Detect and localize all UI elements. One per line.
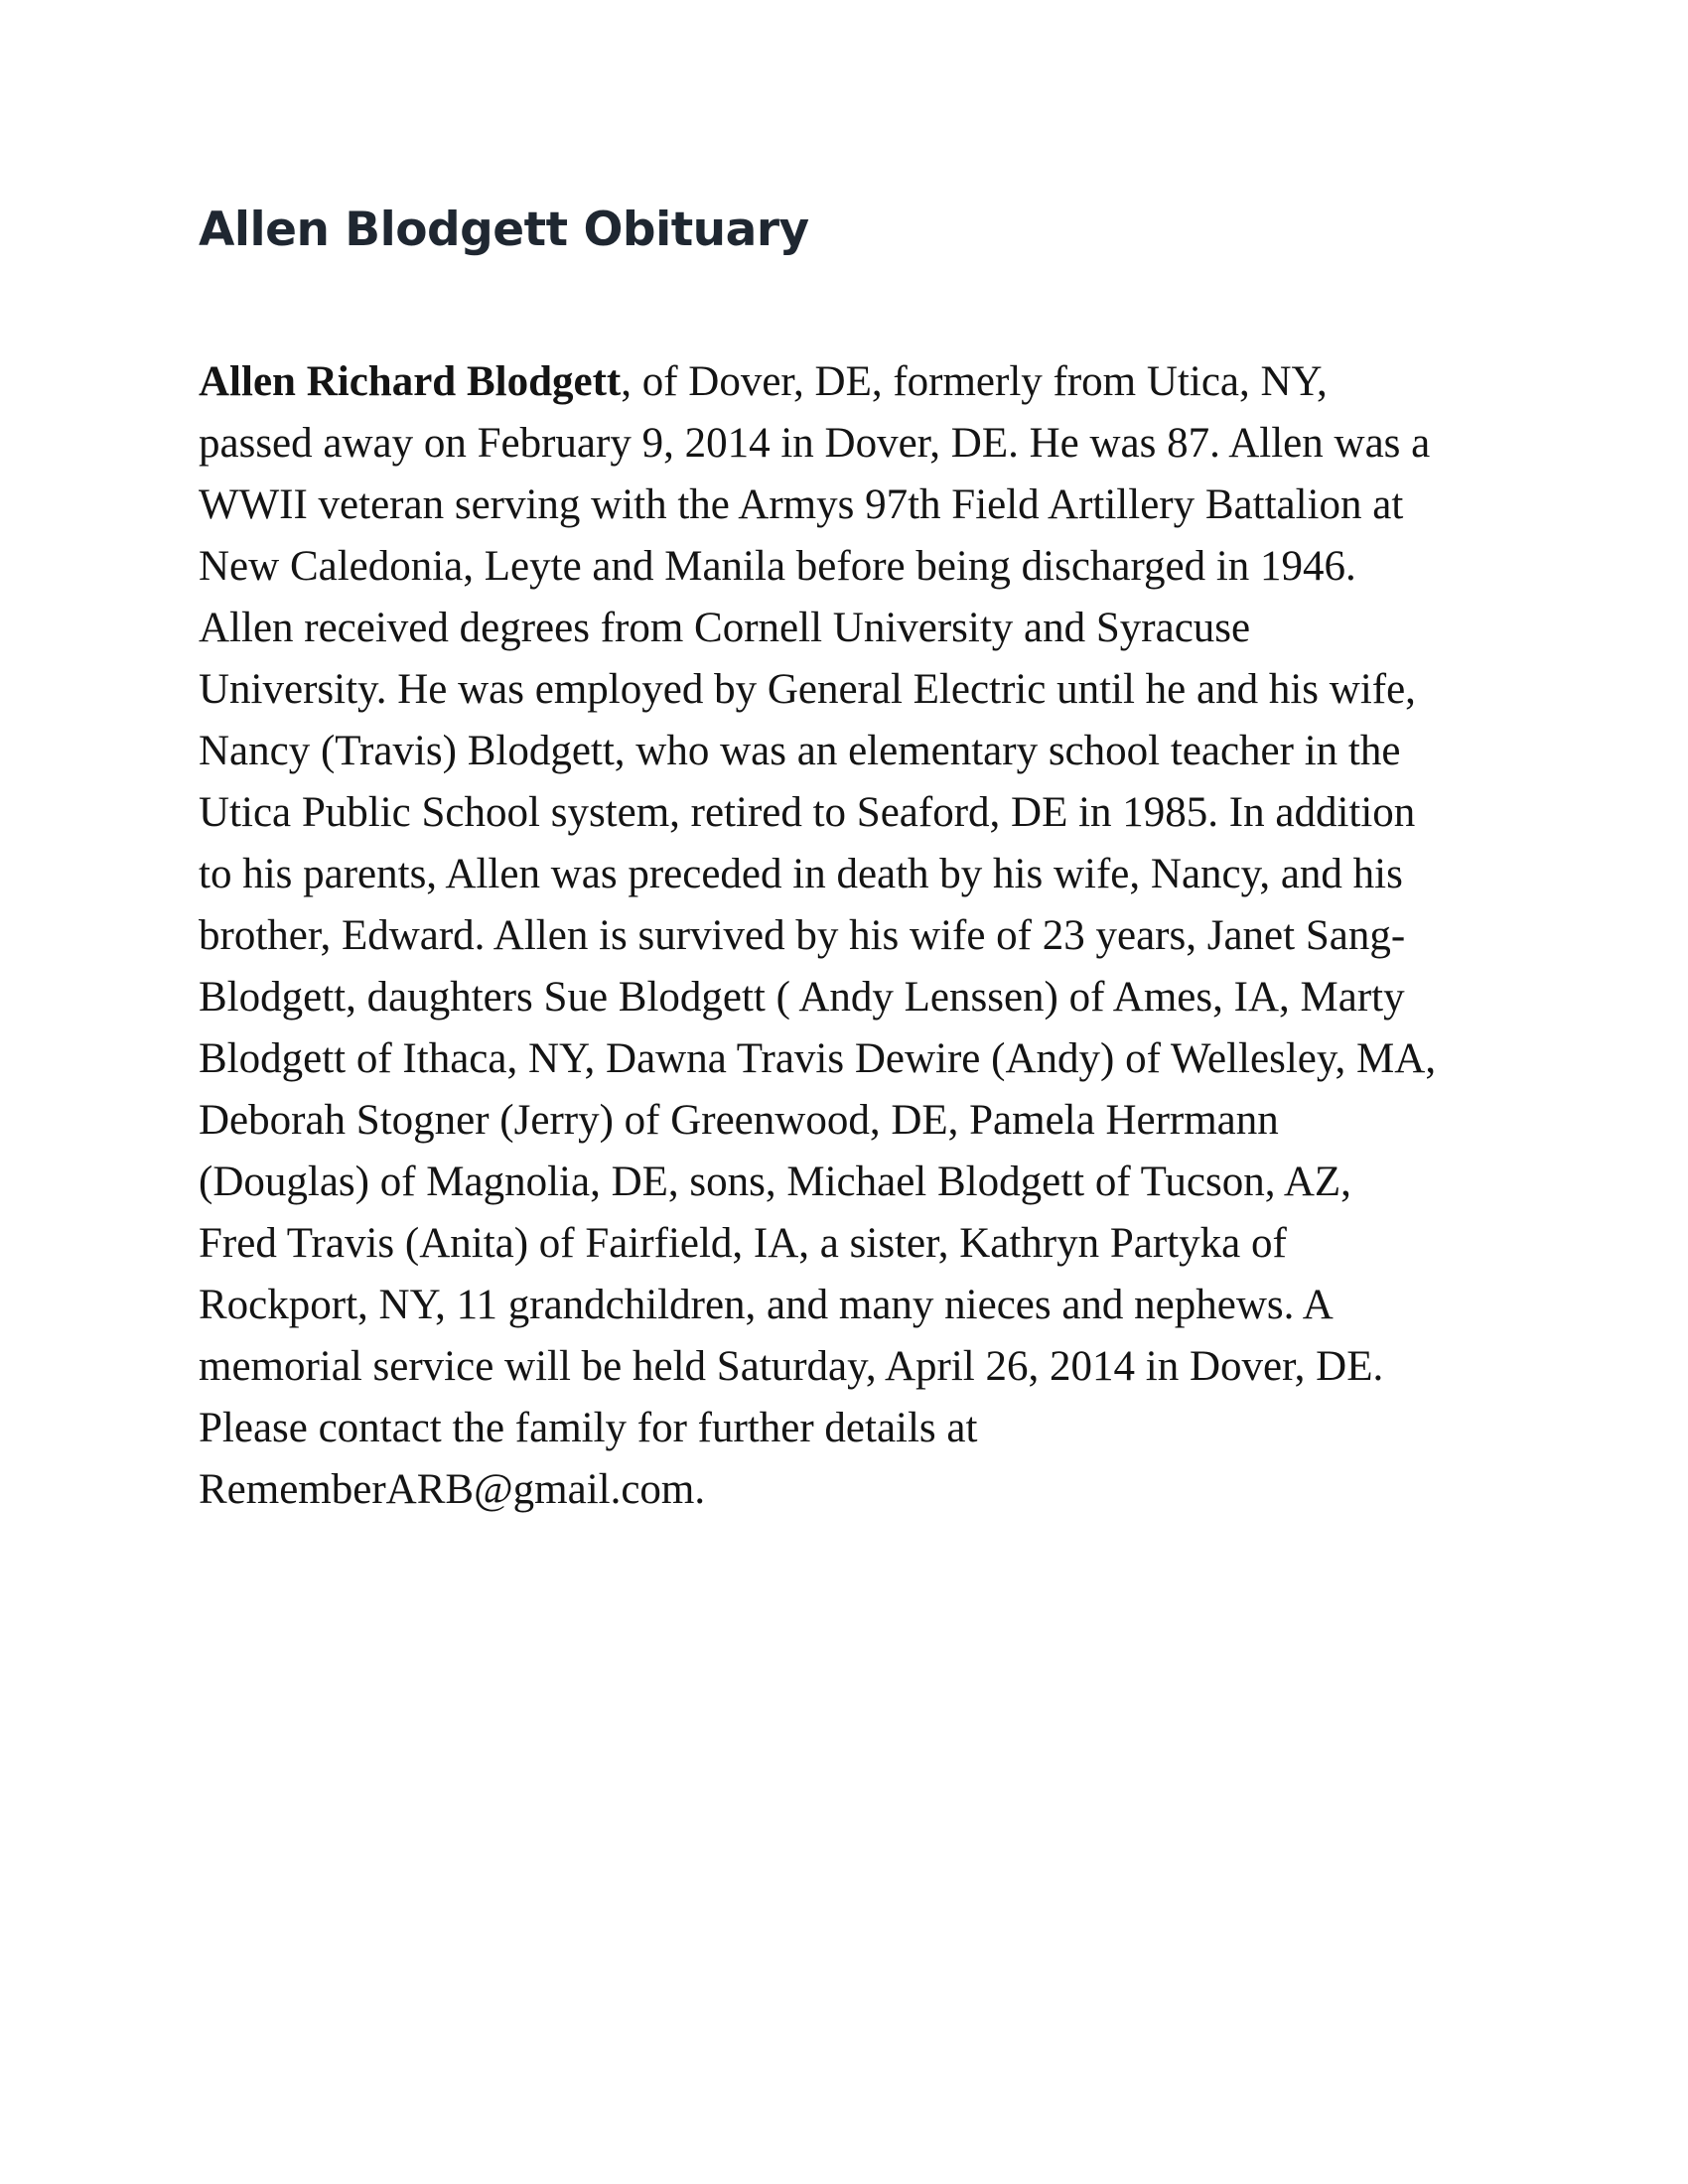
body-line: to his parents, Allen was preceded in death by his wife, Nancy, and his bbox=[199, 851, 1403, 897]
body-line: Allen received degrees from Cornell University and Syracuse bbox=[199, 605, 1251, 651]
first-line-rest: , of Dover, DE, formerly from Utica, NY, bbox=[621, 358, 1328, 405]
deceased-name: Allen Richard Blodgett bbox=[199, 358, 622, 405]
body-line-1 bbox=[199, 351, 1436, 413]
body-line: Please contact the family for further details at bbox=[199, 1405, 978, 1451]
body-line: (Douglas) of Magnolia, DE, sons, Michael Blodgett of Tucson, AZ, bbox=[199, 1159, 1351, 1205]
body-line: Blodgett, daughters Sue Blodgett ( Andy Lenssen) of Ames, IA, Marty bbox=[199, 974, 1405, 1021]
body-line: Nancy (Travis) Blodgett, who was an elementary school teacher in the bbox=[199, 728, 1401, 774]
body-line: memorial service will be held Saturday, April 26, 2014 in Dover, DE. bbox=[199, 1343, 1384, 1390]
body-line: Deborah Stogner (Jerry) of Greenwood, DE, Pamela Herrmann bbox=[199, 1097, 1279, 1144]
body-line: Rockport, NY, 11 grandchildren, and many nieces and nephews. A bbox=[199, 1282, 1334, 1328]
obituary-body bbox=[199, 351, 1436, 1521]
body-line: passed away on February 9, 2014 in Dover, DE. He was 87. Allen was a bbox=[199, 420, 1431, 467]
body-line: Blodgett of Ithaca, NY, Dawna Travis Dewire (Andy) of Wellesley, MA, bbox=[199, 1035, 1437, 1082]
body-line: WWII veteran serving with the Armys 97th Field Artillery Battalion at bbox=[199, 481, 1404, 528]
body-line: University. He was employed by General Electric until he and his wife, bbox=[199, 666, 1416, 713]
body-line: Fred Travis (Anita) of Fairfield, IA, a sister, Kathryn Partyka of bbox=[199, 1220, 1287, 1267]
body-line: Utica Public School system, retired to Seaford, DE in 1985. In addition bbox=[199, 789, 1416, 836]
page-title: Allen Blodgett Obituary bbox=[199, 203, 809, 257]
body-line: New Caledonia, Leyte and Manila before being discharged in 1946. bbox=[199, 543, 1356, 590]
email-address-line: RememberARB@gmail.com. bbox=[199, 1466, 706, 1513]
body-line: brother, Edward. Allen is survived by his wife of 23 years, Janet Sang- bbox=[199, 912, 1406, 959]
